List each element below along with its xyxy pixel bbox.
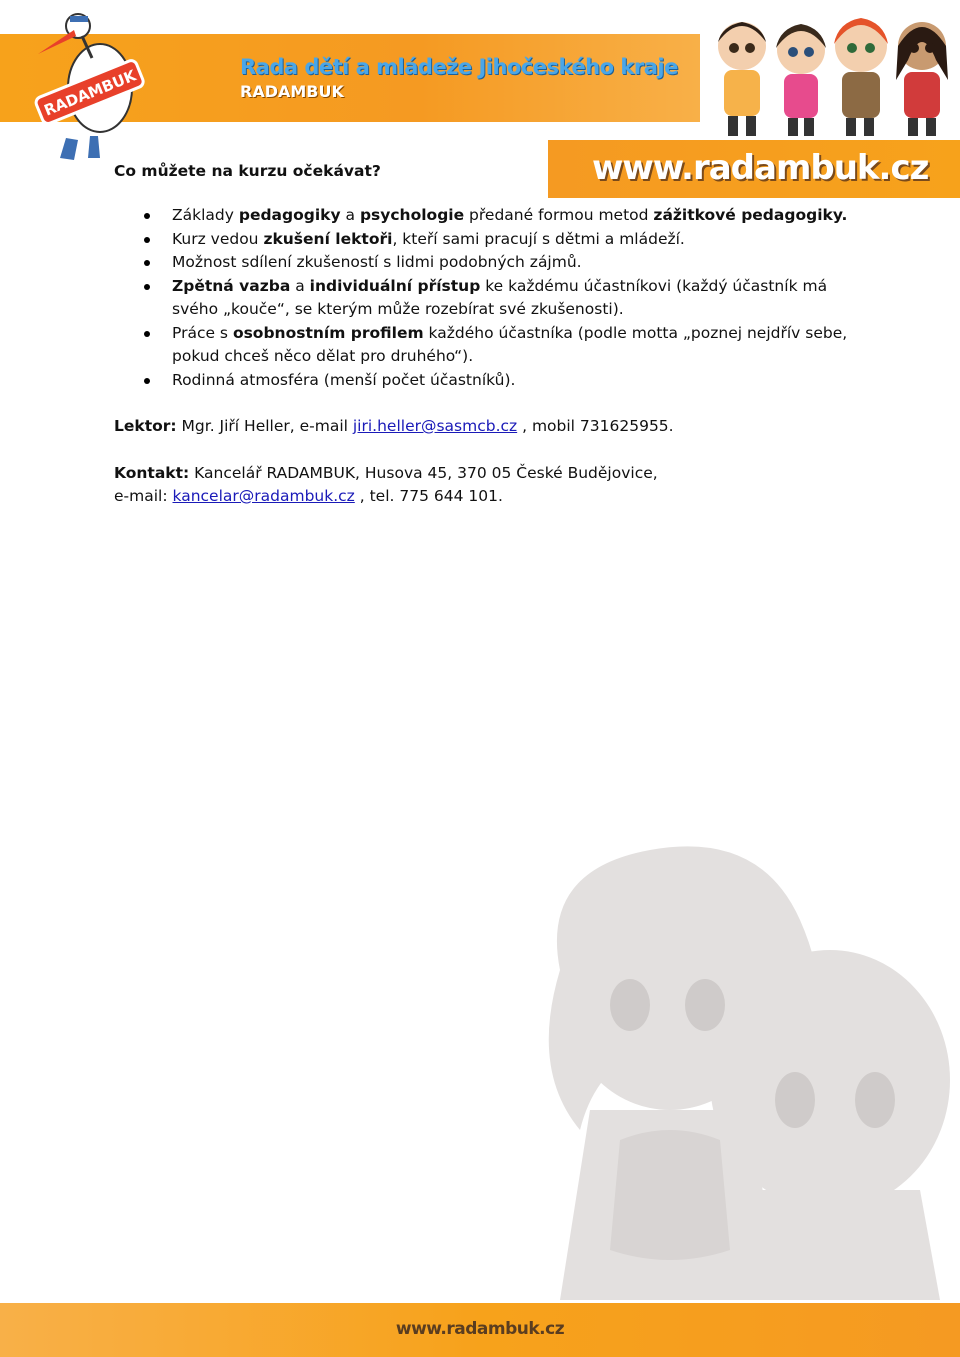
kontakt-email-link[interactable]: kancelar@radambuk.cz xyxy=(172,487,355,505)
footer-website: www.radambuk.cz xyxy=(395,1319,565,1339)
background-children-illustration-icon xyxy=(500,830,960,1300)
header-title: Rada dětí a mládeže Jihočeského kraje xyxy=(240,55,678,79)
list-item: Zpětná vazba a individuální přístup ke každému účastníkovi (každý účastník má svého „kouče“, se kterým může rozebírat své zkušenosti). xyxy=(114,275,874,322)
kontakt-info: Kontakt: Kancelář RADAMBUK, Husova 45, 370 05 České Budějovice, e-mail: kancelar@radambuk.cz , tel. 775 644 101. xyxy=(114,463,658,505)
children-illustration-icon xyxy=(712,0,960,140)
list-item: Práce s osobnostním profilem každého účastníka (podle motta „poznej nejdřív sebe, pokud chceš něco dělat pro druhého“). xyxy=(114,322,874,369)
lektor-info: Lektor: Mgr. Jiří Heller, e-mail jiri.heller@sasmcb.cz , mobil 731625955. xyxy=(114,417,674,435)
lektor-label: Lektor: xyxy=(114,417,177,435)
header-subtitle: RADAMBUK xyxy=(240,82,344,101)
lektor-email-link[interactable]: jiri.heller@sasmcb.cz xyxy=(352,417,518,435)
list-item: Základy pedagogiky a psychologie předané formou metod zážitkové pedagogiky. xyxy=(114,204,874,228)
radambuk-logo-icon xyxy=(30,8,150,168)
section-heading: Co můžete na kurzu očekávat? xyxy=(114,162,381,180)
list-item: Kurz vedou zkušení lektoři, kteří sami pracují s dětmi a mládeží. xyxy=(114,228,874,252)
list-item: Možnost sdílení zkušeností s lidmi podobných zájmů. xyxy=(114,251,874,275)
expectations-list xyxy=(114,204,874,392)
logo-text: RADAMBUK xyxy=(41,66,139,120)
header-website: www.radambuk.cz xyxy=(592,148,929,188)
main-content xyxy=(114,160,874,509)
list-item: Rodinná atmosféra (menší počet účastníků). xyxy=(114,369,874,393)
kontakt-label: Kontakt: xyxy=(114,463,190,482)
